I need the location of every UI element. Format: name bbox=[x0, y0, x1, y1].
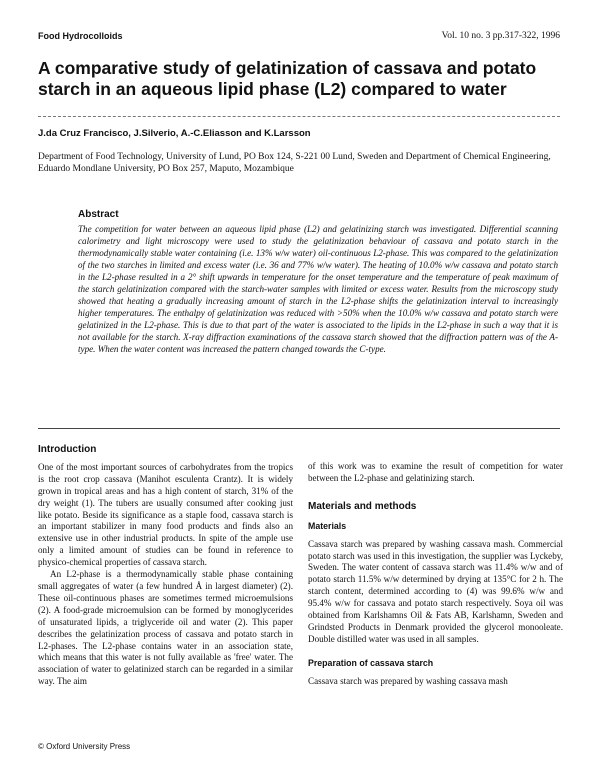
right-column bbox=[308, 461, 563, 688]
intro-paragraph-2: An L2-phase is a thermodynamically stable phase containing small aggregates of water (a few hundred Å in largest diameter) (2). These oil-continuous phases are sometimes termed microemulsions (2). A food-grade microemulsion can be formed by monoglycerides of unsaturated lipids, a triglyceride oil and water (2). This paper describes the gelatinization process of cassava and potato starch in L2-phases. The L2-phase contains water in an association state, which means that this water is not fully available as 'free' water. The association of water to gelatinized starch can be regarded in a similar way. The aim bbox=[38, 569, 293, 687]
journal-name: Food Hydrocolloids bbox=[38, 31, 123, 41]
article-title: A comparative study of gelatinization of cassava and potato starch in an aqueous lipid phase (L2) compared to water bbox=[38, 58, 537, 99]
affiliation: Department of Food Technology, University of Lund, PO Box 124, S-221 00 Lund, Sweden and Department of Chemical Engineering, Eduardo Mondlane University, PO Box 257, Maputo, Mozambique bbox=[38, 152, 551, 174]
abstract-heading: Abstract bbox=[78, 209, 119, 220]
methods-heading: Materials and methods bbox=[308, 500, 417, 512]
footer-text: © Oxford University Press bbox=[38, 742, 131, 751]
citation: Vol. 10 no. 3 pp.317-322, 1996 bbox=[441, 31, 560, 41]
materials-subheading: Materials bbox=[308, 520, 347, 531]
materials-paragraph: Cassava starch was prepared by washing cassava mash. Commercial potato starch was used in this investigation, the supplier was Lyckeby, Sweden. The water content of cassava starch was 11.4% w/w and of potato starch 11.5% w/w determined by drying at 135°C for 2 h. The starch content, determined according to (4) was 99.6% w/w and 95.4% w/w for cassava and potato starch respectively. Soya oil was obtained from Karlshamns Oil & Fats AB, Karlshamn, Sweden and Grindsted Products in Denmark provided the glycerol monooleate. Double distilled water was used in all samples. bbox=[308, 538, 563, 644]
left-column bbox=[38, 444, 293, 688]
author-list: J.da Cruz Francisco, J.Silverio, A.-C.Eliasson and K.Larsson bbox=[38, 128, 311, 139]
preparation-subheading: Preparation of cassava starch bbox=[308, 657, 434, 668]
introduction-heading: Introduction bbox=[38, 444, 97, 455]
abstract-divider bbox=[38, 428, 560, 429]
intro-paragraph-1: One of the most important sources of carbohydrates from the tropics is the root crop cassava (Manihot esculenta Crantz). It is widely grown in tropical areas and has a high content of starch, 31% of the dry weight (1). The tubers are usually consumed after cooking just like potato. Beside its significance as a staple food, cassava starch is an important stabilizer in many food products and finds also an extensive use in other industrial products. In spite of the ample use only a limited amount of studies can be found in reference to physico-chemical properties of cassava starch. bbox=[38, 461, 293, 568]
intro-paragraph-3: of this work was to examine the result of competition for water between the L2-phase and gelatinizing starch. bbox=[308, 461, 563, 483]
preparation-paragraph: Cassava starch was prepared by washing cassava mash bbox=[308, 675, 508, 686]
abstract-text: The competition for water between an aqueous lipid phase (L2) and gelatinizing starch was investigated. Differential scanning calorimetry and light microscopy were used to study the gelatinization behaviour of cassava and potato starch in the thermodynamically stable water containing (i.e. 13% w/w water) oil-continuous L2-phase. This was compared to the gelatinization of the two starches in limited and excess water (i.e. 36 and 77% w/w water). The heating of 10.0% w/w cassava and potato starch in the L2-phase resulted in a 2° shift upwards in temperature for the onset temperature and the temperature of peak maximum of the starch gelatinization compared with the starch-water samples with limited or excess water. Results from the microscopy study showed that heating a gradually increasing amount of starch in the L2-phase shifts the gelatinization interval to increasingly higher temperatures. The enthalpy of gelatinization was reduced with >50% when the 10.0% w/w cassava and potato starch were gelatinized in the L2-phase. This is due to that part of the water is associated to the lipids in the L2-phase in such a way that it is not available for the starch. X-ray diffraction examinations of the cassava starch showed that the diffraction pattern was of the A-type. When the water content was increased the pattern changed towards the C-type. bbox=[78, 224, 558, 354]
title-divider bbox=[38, 116, 560, 117]
